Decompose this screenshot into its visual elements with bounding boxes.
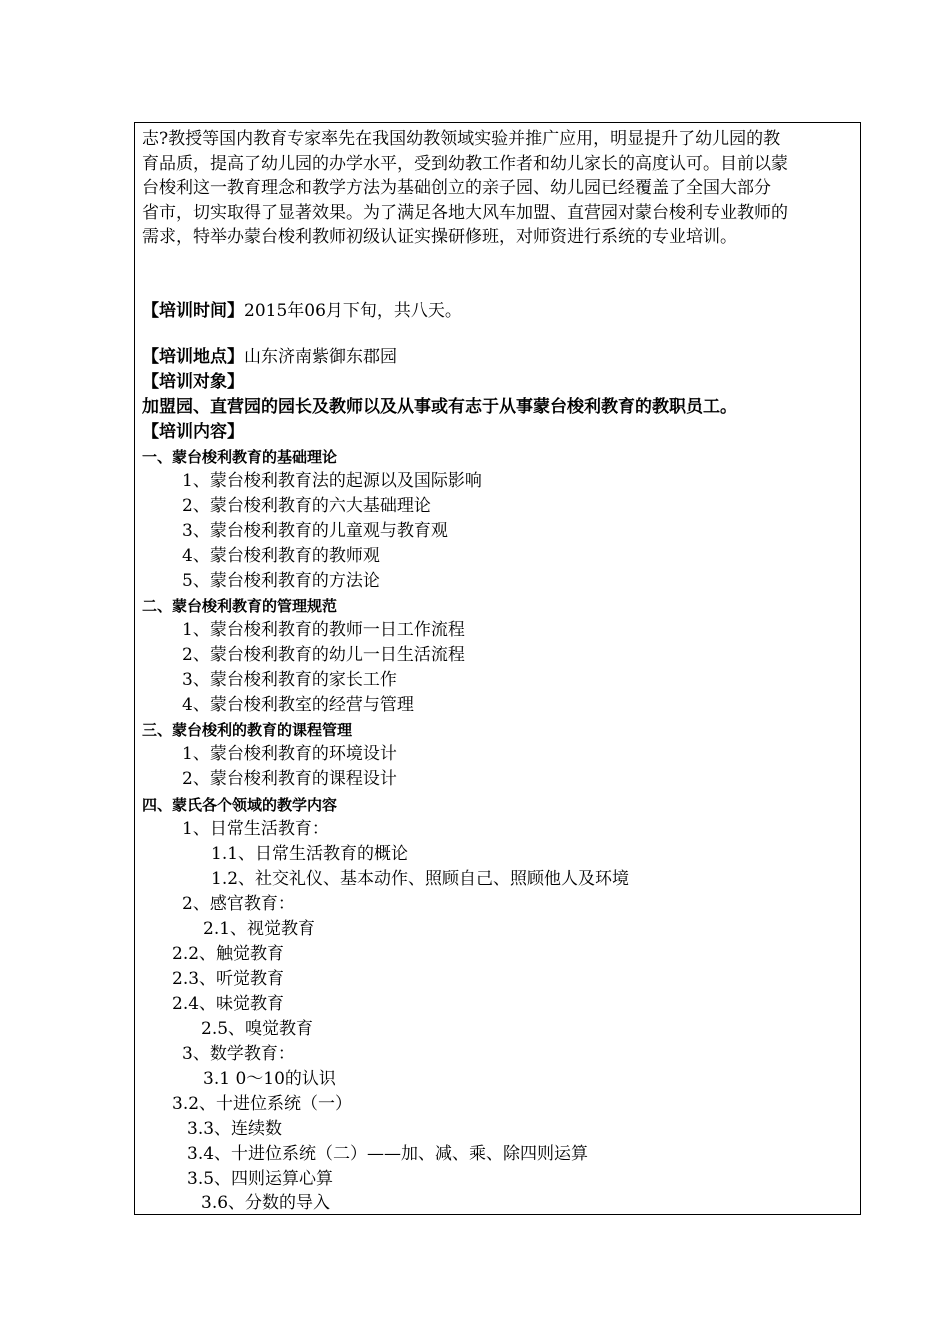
intro-line: 育品质，提高了幼儿园的办学水平，受到幼教工作者和幼儿家长的高度认可。目前以蒙 xyxy=(142,153,788,174)
list-item: 2.1、视觉教育 xyxy=(203,919,316,939)
intro-line: 需求，特举办蒙台梭利教师初级认证实操研修班，对师资进行系统的专业培训。 xyxy=(142,227,737,247)
list-item: 2.4、味觉教育 xyxy=(172,994,285,1014)
list-item: 1、蒙台梭利教育的教师一日工作流程 xyxy=(182,620,465,640)
training-time-value: 2015年06月下旬，共八天。 xyxy=(244,301,462,321)
list-item: 3、蒙台梭利教育的家长工作 xyxy=(182,670,397,690)
list-item: 2、蒙台梭利教育的六大基础理论 xyxy=(182,496,431,516)
list-item: 3.5、四则运算心算 xyxy=(187,1169,334,1189)
list-item: 1.1、日常生活教育的概论 xyxy=(211,844,409,864)
list-item: 3.4、十进位系统（二）——加、减、乘、除四则运算 xyxy=(187,1144,589,1164)
intro-line: 台梭利这一教育理念和教学方法为基础创立的亲子园、幼儿园已经覆盖了全国大部分 xyxy=(142,178,771,198)
list-item: 2.2、触觉教育 xyxy=(172,944,285,964)
list-item: 2.5、嗅觉教育 xyxy=(201,1019,314,1039)
list-item: 2、蒙台梭利教育的幼儿一日生活流程 xyxy=(182,645,465,665)
list-item: 1、蒙台梭利教育法的起源以及国际影响 xyxy=(182,471,482,491)
training-place-label: 【培训地点】 xyxy=(142,347,244,367)
list-item: 3.2、十进位系统（一） xyxy=(172,1094,353,1114)
training-place xyxy=(142,345,397,369)
list-item: 3、蒙台梭利教育的儿童观与教育观 xyxy=(182,521,448,541)
intro-line: 志?教授等国内教育专家率先在我国幼教领域实验并推广应用，明显提升了幼儿园的教 xyxy=(142,129,781,149)
list-item: 3、数学教育： xyxy=(182,1044,295,1064)
section-title: 三、蒙台梭利的教育的课程管理 xyxy=(142,721,353,739)
list-item: 1、蒙台梭利教育的环境设计 xyxy=(182,744,397,764)
training-content-label: 【培训内容】 xyxy=(142,422,244,442)
list-item: 3.1 0～10的认识 xyxy=(203,1069,336,1089)
section-title: 二、蒙台梭利教育的管理规范 xyxy=(142,597,338,615)
intro-line: 省市，切实取得了显著效果。为了满足各地大风车加盟、直营园对蒙台梭利专业教师的 xyxy=(142,202,788,223)
list-item: 5、蒙台梭利教育的方法论 xyxy=(182,571,380,591)
list-item: 1.2、社交礼仪、基本动作、照顾自己、照顾他人及环境 xyxy=(211,869,630,889)
list-item: 2、蒙台梭利教育的课程设计 xyxy=(182,769,397,789)
training-audience-label: 【培训对象】 xyxy=(142,372,244,392)
list-item: 4、蒙台梭利教育的教师观 xyxy=(182,546,380,566)
list-item: 2、感官教育： xyxy=(182,894,295,914)
training-place-value: 山东济南紫御东郡园 xyxy=(244,347,397,367)
training-audience-value: 加盟园、直营园的园长及教师以及从事或有志于从事蒙台梭利教育的教职员工。 xyxy=(142,397,737,417)
list-item: 1、日常生活教育： xyxy=(182,819,329,839)
training-time-label: 【培训时间】 xyxy=(142,301,244,321)
intro-paragraph xyxy=(142,127,858,250)
list-item: 3.3、连续数 xyxy=(187,1119,283,1139)
section-title: 一、蒙台梭利教育的基础理论 xyxy=(142,448,338,466)
list-item: 3.6、分数的导入 xyxy=(201,1193,331,1213)
training-time xyxy=(142,299,462,323)
list-item: 4、蒙台梭利教室的经营与管理 xyxy=(182,695,414,715)
list-item: 2.3、听觉教育 xyxy=(172,969,285,989)
section-title: 四、蒙氏各个领域的教学内容 xyxy=(142,796,338,814)
